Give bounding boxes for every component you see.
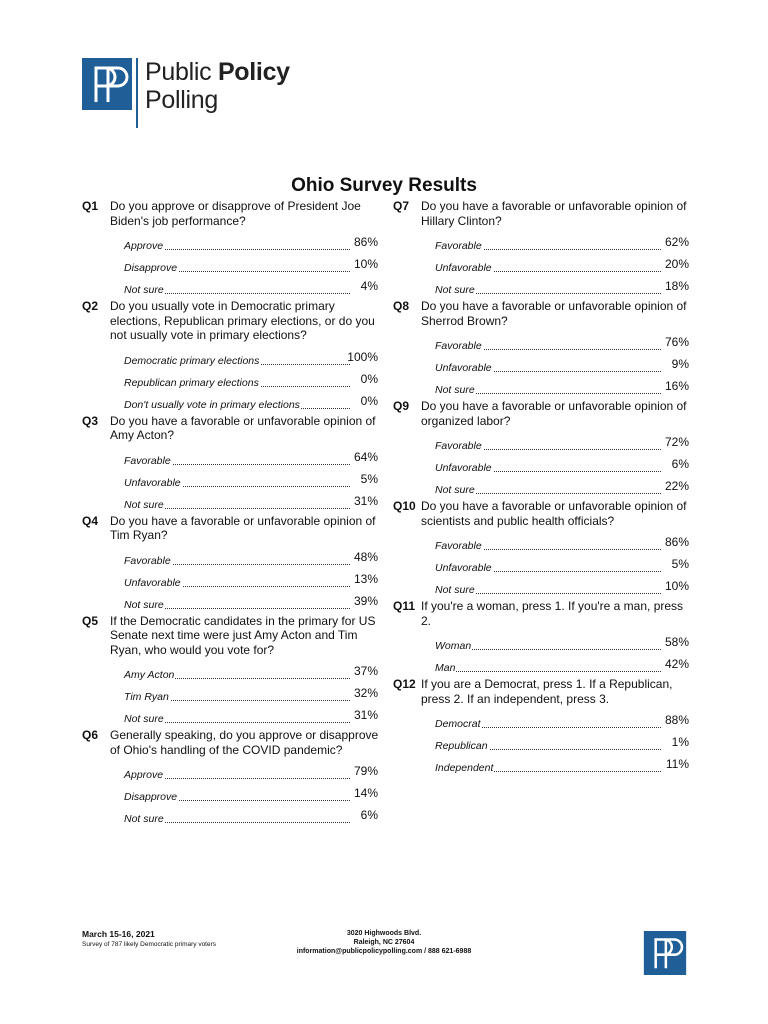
answer-label: Republican primary elections [124, 376, 259, 389]
question-number: Q5 [82, 613, 99, 628]
answer-value: 100% [347, 349, 378, 364]
question [393, 399, 693, 428]
answer-label: Approve [124, 240, 164, 252]
question-number: Q6 [82, 728, 99, 742]
address-line-2: Raleigh, NC 27604 [353, 939, 415, 946]
answer-row [124, 348, 378, 370]
footer-logo-icon [643, 931, 687, 975]
answer-row [435, 577, 689, 599]
answer-row [435, 655, 689, 677]
answer-label: Tim Ryan [124, 691, 169, 703]
answer-label: Favorable [435, 540, 482, 552]
answer-label: Not sure [124, 713, 164, 725]
question-number: Q7 [393, 199, 410, 213]
answer-row [435, 533, 689, 555]
answer-value: 37% [353, 664, 378, 678]
answer-value: 10% [353, 257, 378, 271]
answer-value: 20% [664, 257, 689, 271]
answer-row [124, 548, 378, 570]
answer-row [124, 392, 378, 414]
question [393, 199, 693, 228]
question-text: Do you have a favorable or unfavorable opinion of Sherrod Brown? [421, 299, 687, 328]
answer-row [435, 733, 689, 755]
answer-row [124, 277, 378, 299]
answer-value: 32% [353, 686, 378, 700]
survey-date: March 15-16, 2021 [82, 929, 155, 939]
question-text: If the Democratic candidates in the primary for US Senate next time were just Amy Acton and Tim Ryan, who would you vote for? [110, 613, 376, 657]
question-number: Q8 [393, 299, 410, 313]
ppp-logo [82, 58, 290, 128]
answer-value: 42% [664, 657, 689, 671]
answer-label: Man [435, 662, 456, 674]
answer-row [435, 433, 689, 455]
answer-label: Not sure [435, 484, 475, 496]
right-column [393, 199, 693, 777]
question-text: If you're a woman, press 1. If you're a man, press 2. [421, 599, 684, 628]
question-number: Q4 [82, 513, 99, 528]
question [393, 499, 693, 528]
answer-label: Unfavorable [435, 462, 492, 474]
answer-label: Disapprove [124, 262, 178, 274]
answer-row [124, 370, 378, 392]
answer-value: 48% [353, 549, 378, 564]
answer-row [124, 470, 378, 492]
question-number: Q2 [82, 299, 99, 313]
answer-value: 5% [360, 471, 378, 486]
answer-label: Not sure [124, 498, 164, 511]
left-column [82, 199, 382, 828]
answer-row [435, 477, 689, 499]
answer-row [124, 706, 378, 728]
question [393, 599, 693, 628]
ppp-logo-mark-icon [82, 58, 132, 110]
logo-divider [136, 58, 138, 128]
answer-row [124, 662, 378, 684]
answer-label: Favorable [124, 554, 171, 567]
survey-sample: Survey of 787 likely Democratic primary voters [82, 941, 217, 948]
answer-row [124, 684, 378, 706]
answer-label: Republican [435, 740, 488, 752]
answer-value: 88% [664, 713, 689, 727]
answer-row [124, 784, 378, 806]
answer-value: 4% [360, 279, 378, 293]
contact-line: information@publicpolicypolling.com / 888 621-6988 [296, 948, 472, 955]
question-number: Q12 [393, 677, 416, 691]
answer-label: Favorable [435, 340, 482, 352]
answer-row [124, 570, 378, 592]
answer-label: Disapprove [124, 791, 178, 803]
question-text: Do you have a favorable or unfavorable opinion of Amy Acton? [110, 413, 376, 442]
answer-row [124, 448, 378, 470]
question [82, 514, 382, 543]
answer-label: Democrat [435, 718, 481, 730]
address-line-1: 3020 Highwoods Blvd. [346, 930, 422, 937]
question-number: Q10 [393, 499, 416, 513]
answer-row [124, 255, 378, 277]
answer-label: Favorable [435, 240, 482, 252]
answer-value: 1% [671, 735, 689, 749]
question-text: Do you usually vote in Democratic primary elections, Republican primary elections, or do you not usually vote in primary elections? [110, 299, 375, 342]
answer-label: Unfavorable [124, 576, 181, 589]
answer-value: 18% [664, 279, 689, 293]
question-text: Do you have a favorable or unfavorable opinion of Tim Ryan? [110, 513, 376, 542]
answer-row [435, 255, 689, 277]
answer-row [435, 377, 689, 399]
answer-label: Not sure [435, 384, 475, 396]
answer-value: 22% [664, 479, 689, 493]
answer-value: 6% [360, 808, 378, 822]
question [82, 614, 382, 658]
answer-value: 31% [353, 708, 378, 722]
answer-label: Favorable [124, 454, 171, 467]
question-text: Do you approve or disapprove of President Joe Biden's job performance? [110, 199, 361, 228]
question-number: Q3 [82, 413, 99, 428]
footer-address [284, 929, 484, 956]
answer-value: 16% [664, 379, 689, 393]
answer-label: Don't usually vote in primary elections [124, 398, 300, 411]
answer-row [435, 355, 689, 377]
answer-value: 6% [671, 457, 689, 471]
answer-value: 62% [664, 235, 689, 249]
question [82, 414, 382, 443]
question-number: Q1 [82, 199, 99, 213]
answer-label: Independent [435, 762, 494, 774]
question-text: Generally speaking, do you approve or disapprove of Ohio's handling of the COVID pandemic? [110, 728, 379, 757]
answer-label: Amy Acton [124, 669, 175, 681]
answer-value: 0% [360, 371, 378, 386]
answer-row [124, 806, 378, 828]
answer-value: 13% [353, 571, 378, 586]
answer-label: Approve [124, 769, 164, 781]
answer-row [124, 592, 378, 614]
answer-label: Not sure [124, 813, 164, 825]
answer-value: 72% [664, 435, 689, 449]
question [393, 677, 693, 706]
footer-date-block [82, 929, 216, 948]
question-text: Do you have a favorable or unfavorable opinion of organized labor? [421, 399, 687, 428]
answer-value: 10% [664, 579, 689, 593]
answer-label: Unfavorable [435, 262, 492, 274]
answer-value: 58% [664, 635, 689, 649]
answer-row [124, 233, 378, 255]
answer-label: Not sure [124, 598, 164, 611]
answer-row [435, 633, 689, 655]
answer-row [435, 711, 689, 733]
answer-label: Unfavorable [435, 362, 492, 374]
dot-leader [435, 671, 661, 672]
question [393, 299, 693, 328]
answer-value: 5% [671, 557, 689, 571]
answer-value: 64% [353, 449, 378, 464]
answer-value: 14% [353, 786, 378, 800]
answer-row [435, 333, 689, 355]
answer-value: 86% [664, 535, 689, 549]
answer-row [435, 755, 689, 777]
answer-label: Democratic primary elections [124, 354, 260, 367]
question-text: Do you have a favorable or unfavorable opinion of Hillary Clinton? [421, 199, 687, 228]
answer-row [435, 233, 689, 255]
answer-row [435, 555, 689, 577]
answer-row [435, 455, 689, 477]
answer-row [435, 277, 689, 299]
answer-value: 31% [353, 493, 378, 508]
answer-label: Unfavorable [124, 476, 181, 489]
question-text: If you are a Democrat, press 1. If a Republican, press 2. If an independent, press 3. [421, 677, 673, 706]
answer-value: 76% [664, 335, 689, 349]
answer-value: 39% [353, 593, 378, 608]
answer-value: 11% [665, 757, 689, 771]
page-title: Ohio Survey Results [291, 175, 477, 196]
answer-label: Woman [435, 640, 472, 652]
answer-label: Not sure [435, 584, 475, 596]
answer-label: Not sure [435, 284, 475, 296]
brand-name: Public Policy Polling [145, 58, 290, 114]
question-number: Q11 [393, 599, 416, 613]
answer-label: Not sure [124, 284, 164, 296]
question-text: Do you have a favorable or unfavorable opinion of scientists and public health officials? [421, 499, 687, 528]
answer-label: Favorable [435, 440, 482, 452]
question [82, 728, 382, 757]
question [82, 199, 382, 228]
answer-value: 86% [353, 235, 378, 249]
answer-row [124, 492, 378, 514]
answer-row [124, 762, 378, 784]
question-number: Q9 [393, 399, 410, 413]
answer-value: 79% [353, 764, 378, 778]
answer-label: Unfavorable [435, 562, 492, 574]
answer-value: 0% [360, 393, 378, 408]
answer-value: 9% [671, 357, 689, 371]
question [82, 299, 382, 343]
